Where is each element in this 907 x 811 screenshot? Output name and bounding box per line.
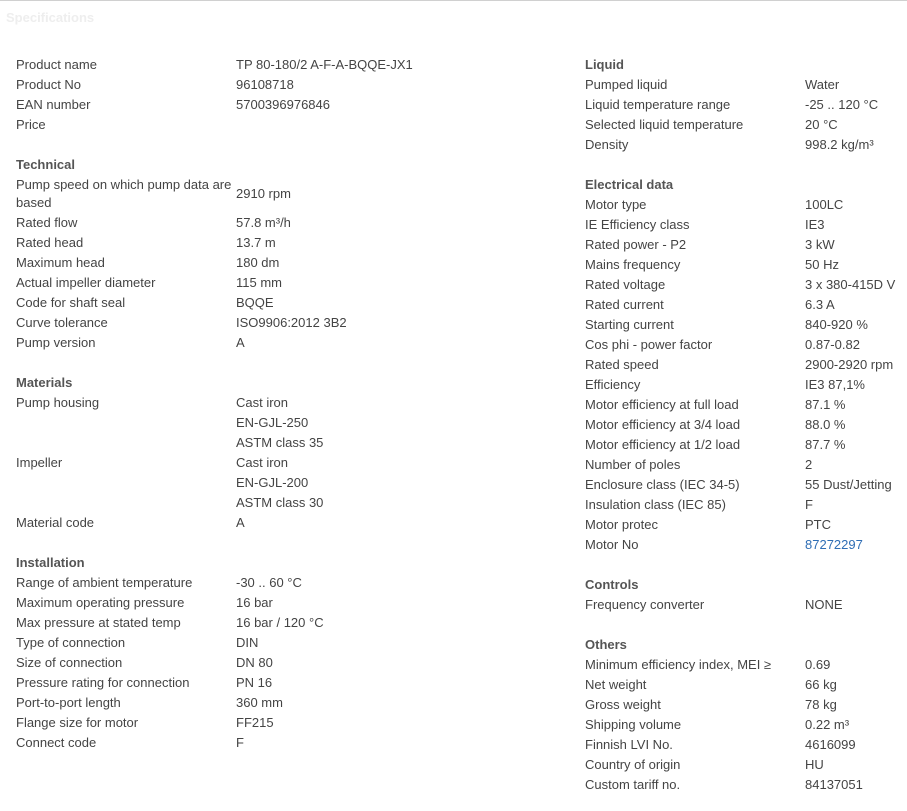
spec-value	[236, 573, 576, 593]
spec-row-flange-size-for-motor	[16, 713, 576, 733]
spec-label: Net weight	[585, 677, 647, 692]
section-title-installation: Installation	[16, 555, 85, 570]
spec-value-line: -30 .. 60 °C	[236, 575, 302, 590]
spec-label: Efficiency	[585, 377, 641, 392]
spec-value	[805, 675, 907, 695]
section-title-liquid: Liquid	[585, 57, 624, 72]
spec-label: Liquid temperature range	[585, 97, 731, 112]
section-title-electrical-data: Electrical data	[585, 177, 674, 192]
spec-label: Range of ambient temperature	[16, 575, 193, 590]
spec-value	[236, 713, 576, 733]
spec-value	[236, 333, 576, 353]
spec-label: Product name	[16, 57, 97, 72]
spec-value	[805, 135, 907, 155]
spec-label: Motor protec	[585, 517, 658, 532]
spec-label: Pump speed on which pump data are based	[16, 177, 232, 210]
spec-value	[805, 755, 907, 775]
spec-value-line: Water	[805, 77, 840, 92]
spec-label: Pumped liquid	[585, 77, 668, 92]
spec-label: Impeller	[16, 455, 63, 470]
spec-row-mains-frequency	[585, 255, 907, 275]
spec-value	[805, 395, 907, 415]
spec-label: Motor efficiency at 3/4 load	[585, 417, 741, 432]
spec-value-line: 66 kg	[805, 677, 837, 692]
spec-value-line: PN 16	[236, 675, 273, 690]
spec-row-product-no	[16, 75, 576, 95]
spec-label: Mains frequency	[585, 257, 681, 272]
spec-value-line: F	[805, 497, 813, 512]
spec-value-line: 78 kg	[805, 697, 837, 712]
spec-value-line: IE3	[805, 217, 825, 232]
spec-row-material-code	[16, 513, 576, 533]
spec-label: Rated power - P2	[585, 237, 687, 252]
spec-value-line: 115 mm	[236, 275, 282, 290]
spec-label: Custom tariff no.	[585, 777, 681, 792]
spec-label: Type of connection	[16, 635, 126, 650]
spec-value-line: 180 dm	[236, 255, 280, 270]
spec-value	[236, 673, 576, 693]
spec-value-line: 13.7 m	[236, 235, 276, 250]
spec-value-line: -25 .. 120 °C	[805, 97, 879, 112]
spec-row-pumped-liquid	[585, 75, 907, 95]
spec-label: Product No	[16, 77, 82, 92]
spec-row-density	[585, 135, 907, 155]
section-title-materials: Materials	[16, 375, 73, 390]
spec-value-line: ASTM class 35	[236, 435, 324, 450]
spec-value-line: 0.69	[805, 657, 831, 672]
spec-row-shipping-volume	[585, 715, 907, 735]
spec-value-line: 3 kW	[805, 237, 835, 252]
spec-row-curve-tolerance	[16, 313, 576, 333]
spec-row-efficiency	[585, 375, 907, 395]
spec-row-pump-version	[16, 333, 576, 353]
spec-label: Finnish LVI No.	[585, 737, 673, 752]
spec-label: Motor efficiency at 1/2 load	[585, 437, 741, 452]
spec-value-line: 5700396976846	[236, 97, 330, 112]
spec-row-product-name	[16, 55, 576, 75]
spec-label: Connect code	[16, 735, 97, 750]
spec-value-line: 0.22 m³	[805, 717, 850, 732]
spec-value	[805, 275, 907, 295]
spec-value-line: IE3 87,1%	[805, 377, 865, 392]
spec-row-motor-type	[585, 195, 907, 215]
spec-value	[236, 253, 576, 273]
spec-value-line: ASTM class 30	[236, 495, 324, 510]
spec-row-range-of-ambient-temperature	[16, 573, 576, 593]
spec-value	[236, 453, 576, 513]
spec-value-line: FF215	[236, 715, 274, 730]
spec-value-line: 840-920 %	[805, 317, 868, 332]
spec-value	[805, 495, 907, 515]
spec-row-motor-efficiency-at-1-2-load	[585, 435, 907, 455]
spec-label: Maximum operating pressure	[16, 595, 185, 610]
spec-row-rated-voltage	[585, 275, 907, 295]
spec-value-line: 2	[805, 457, 813, 472]
spec-row-enclosure-class-iec-34-5	[585, 475, 907, 495]
spec-value	[236, 313, 576, 333]
spec-value-line: 2900-2920 rpm	[805, 357, 894, 372]
spec-row-rated-flow	[16, 213, 576, 233]
spec-value-line: TP 80-180/2 A-F-A-BQQE-JX1	[236, 57, 413, 72]
spec-label: Code for shaft seal	[16, 295, 126, 310]
spec-value-line: HU	[805, 757, 824, 772]
spec-row-rated-head	[16, 233, 576, 253]
motor-no-link[interactable]: 87272297	[805, 537, 863, 552]
spec-label: Maximum head	[16, 255, 105, 270]
spec-row-motor-no	[585, 535, 907, 555]
spec-label: Pressure rating for connection	[16, 675, 190, 690]
spec-value-line: 57.8 m³/h	[236, 215, 291, 230]
spec-label: Max pressure at stated temp	[16, 615, 181, 630]
spec-value	[805, 475, 907, 495]
spec-value	[805, 75, 907, 95]
spec-row-number-of-poles	[585, 455, 907, 475]
spec-label: Rated voltage	[585, 277, 666, 292]
spec-value	[236, 55, 576, 75]
spec-label: Motor type	[585, 197, 647, 212]
spec-value-line: 88.0 %	[805, 417, 846, 432]
spec-row-motor-efficiency-at-3-4-load	[585, 415, 907, 435]
spec-row-starting-current	[585, 315, 907, 335]
spec-value-line: A	[236, 335, 245, 350]
spec-value	[236, 184, 576, 204]
spec-row-custom-tariff-no	[585, 775, 907, 795]
spec-value	[805, 715, 907, 735]
spec-label: Size of connection	[16, 655, 123, 670]
spec-label: Enclosure class (IEC 34-5)	[585, 477, 740, 492]
spec-label: Rated flow	[16, 215, 78, 230]
section-spacer	[585, 615, 907, 635]
spec-value-line: 96108718	[236, 77, 294, 92]
spec-value-line: 87.7 %	[805, 437, 846, 452]
spec-value	[805, 455, 907, 475]
spec-value	[805, 235, 907, 255]
spec-row-impeller	[16, 453, 576, 513]
left-column	[16, 55, 576, 753]
spec-label: Shipping volume	[585, 717, 682, 732]
spec-label: Actual impeller diameter	[16, 275, 156, 290]
spec-row-pump-speed-on-which-pump-data-are-based	[16, 175, 576, 213]
section-spacer	[16, 135, 576, 155]
spec-value-line: DIN	[236, 635, 259, 650]
spec-value	[805, 415, 907, 435]
spec-value	[236, 115, 576, 135]
spec-value-line: 87.1 %	[805, 397, 846, 412]
spec-value-line: EN-GJL-200	[236, 475, 309, 490]
spec-label: Number of poles	[585, 457, 681, 472]
spec-value-line: A	[236, 515, 245, 530]
spec-row-country-of-origin	[585, 755, 907, 775]
spec-row-type-of-connection	[16, 633, 576, 653]
spec-value	[236, 75, 576, 95]
spec-row-rated-speed	[585, 355, 907, 375]
spec-value	[236, 633, 576, 653]
spec-value	[236, 233, 576, 253]
spec-row-connect-code	[16, 733, 576, 753]
spec-value	[805, 95, 907, 115]
section-spacer	[585, 155, 907, 175]
spec-value-line: PTC	[805, 517, 831, 532]
spec-row-finnish-lvi-no	[585, 735, 907, 755]
right-column	[585, 55, 907, 795]
spec-label: Rated head	[16, 235, 84, 250]
spec-label: Country of origin	[585, 757, 681, 772]
spec-row-rated-power-p2	[585, 235, 907, 255]
spec-row-ie-efficiency-class	[585, 215, 907, 235]
spec-row-minimum-efficiency-index-mei	[585, 655, 907, 675]
spec-value	[805, 315, 907, 335]
spec-value	[805, 295, 907, 315]
section-title-others: Others	[585, 637, 627, 652]
spec-label: Gross weight	[585, 697, 661, 712]
spec-value	[236, 393, 576, 453]
spec-row-pump-housing	[16, 393, 576, 453]
spec-value-line: 50 Hz	[805, 257, 839, 272]
section-title-technical: Technical	[16, 157, 76, 172]
spec-row-cos-phi-power-factor	[585, 335, 907, 355]
spec-value	[805, 515, 907, 535]
spec-value-line: 4616099	[805, 737, 856, 752]
spec-row-port-to-port-length	[16, 693, 576, 713]
spec-row-code-for-shaft-seal	[16, 293, 576, 313]
spec-value	[805, 535, 907, 555]
spec-label: IE Efficiency class	[585, 217, 690, 232]
spec-row-maximum-operating-pressure	[16, 593, 576, 613]
page-title: Specifications	[6, 10, 95, 25]
spec-label: Selected liquid temperature	[585, 117, 744, 132]
spec-value	[236, 593, 576, 613]
spec-value-line: 3 x 380-415D V	[805, 277, 896, 292]
spec-value	[805, 695, 907, 715]
section-spacer	[16, 353, 576, 373]
spec-row-price	[16, 115, 576, 135]
spec-value-line: 360 mm	[236, 695, 283, 710]
spec-label: Cos phi - power factor	[585, 337, 713, 352]
spec-label: Starting current	[585, 317, 674, 332]
spec-label: Rated speed	[585, 357, 659, 372]
spec-value	[805, 775, 907, 795]
spec-value	[236, 513, 576, 533]
spec-label: Motor efficiency at full load	[585, 397, 739, 412]
spec-value	[236, 95, 576, 115]
spec-value-line: Cast iron	[236, 455, 289, 470]
spec-value-line: NONE	[805, 597, 843, 612]
spec-row-motor-efficiency-at-full-load	[585, 395, 907, 415]
spec-label: Density	[585, 137, 629, 152]
spec-row-ean-number	[16, 95, 576, 115]
spec-value	[236, 293, 576, 313]
spec-value	[236, 693, 576, 713]
spec-value	[236, 213, 576, 233]
spec-value-line: 20 °C	[805, 117, 838, 132]
spec-value	[805, 215, 907, 235]
section-title-controls: Controls	[585, 577, 639, 592]
spec-value	[805, 355, 907, 375]
spec-value	[805, 735, 907, 755]
spec-value-line: ISO9906:2012 3B2	[236, 315, 347, 330]
spec-row-maximum-head	[16, 253, 576, 273]
spec-value-line: 100LC	[805, 197, 844, 212]
spec-label: Port-to-port length	[16, 695, 121, 710]
spec-value-line: 16 bar	[236, 595, 273, 610]
spec-label: Minimum efficiency index, MEI ≥	[585, 657, 772, 672]
spec-label: Frequency converter	[585, 597, 705, 612]
spec-row-liquid-temperature-range	[585, 95, 907, 115]
spec-label: Motor No	[585, 537, 639, 552]
spec-row-gross-weight	[585, 695, 907, 715]
spec-value	[805, 115, 907, 135]
spec-label: Material code	[16, 515, 95, 530]
spec-value-line	[805, 535, 907, 555]
spec-value-line: 55 Dust/Jetting	[805, 477, 892, 492]
spec-label: EAN number	[16, 97, 91, 112]
spec-value	[236, 613, 576, 633]
spec-value	[805, 195, 907, 215]
spec-label: Rated current	[585, 297, 664, 312]
section-spacer	[16, 533, 576, 553]
spec-value	[805, 595, 907, 615]
spec-value	[236, 733, 576, 753]
spec-value	[805, 435, 907, 455]
spec-value-line: F	[236, 735, 244, 750]
spec-row-selected-liquid-temperature	[585, 115, 907, 135]
spec-value-line: BQQE	[236, 295, 274, 310]
spec-value-line: Cast iron	[236, 395, 289, 410]
spec-label: Insulation class (IEC 85)	[585, 497, 726, 512]
spec-row-rated-current	[585, 295, 907, 315]
spec-value-line: EN-GJL-250	[236, 415, 309, 430]
spec-value	[236, 653, 576, 673]
spec-row-net-weight	[585, 675, 907, 695]
spec-row-size-of-connection	[16, 653, 576, 673]
spec-row-insulation-class-iec-85	[585, 495, 907, 515]
spec-value-line: 2910 rpm	[236, 186, 291, 201]
spec-value	[805, 375, 907, 395]
spec-row-max-pressure-at-stated-temp	[16, 613, 576, 633]
spec-value-line: 84137051	[805, 777, 863, 792]
spec-label: Flange size for motor	[16, 715, 139, 730]
spec-row-motor-protec	[585, 515, 907, 535]
section-spacer	[585, 555, 907, 575]
spec-label: Pump version	[16, 335, 96, 350]
spec-value-line: 6.3 A	[805, 297, 835, 312]
spec-row-frequency-converter	[585, 595, 907, 615]
spec-value-line: DN 80	[236, 655, 273, 670]
spec-value	[236, 273, 576, 293]
spec-label: Pump housing	[16, 395, 100, 410]
spec-row-actual-impeller-diameter	[16, 273, 576, 293]
spec-value-line: 0.87-0.82	[805, 337, 860, 352]
spec-value-line: 998.2 kg/m³	[805, 137, 874, 152]
spec-label: Curve tolerance	[16, 315, 108, 330]
spec-value	[805, 655, 907, 675]
spec-row-pressure-rating-for-connection	[16, 673, 576, 693]
spec-value-line: 16 bar / 120 °C	[236, 615, 324, 630]
spec-value	[805, 335, 907, 355]
spec-value	[805, 255, 907, 275]
spec-label: Price	[16, 117, 46, 132]
